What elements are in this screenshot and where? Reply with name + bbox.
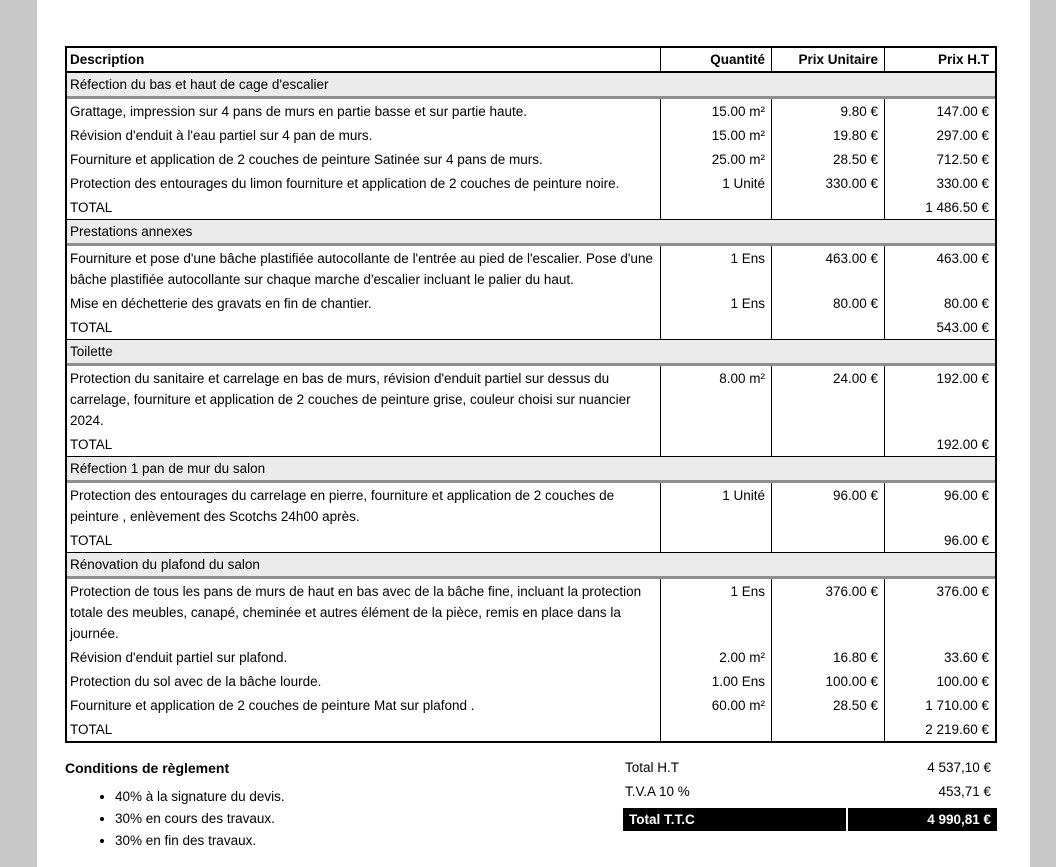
row-price-ht: 463.00 € (884, 246, 995, 291)
row-price-ht: 297.00 € (884, 123, 995, 147)
section-header-row: Prestations annexes (67, 219, 995, 246)
row-description: TOTAL (70, 436, 113, 452)
row-quantity: 2.00 m² (660, 645, 771, 669)
row-description: Fourniture et pose d'une bâche plastifiée autocollante de l'entrée au pied de l'escalier. Pose d'une bâche plastifiée autocollante sur chaque marche d'escalier incluant le palier du haut. (70, 250, 653, 287)
table-row (67, 171, 995, 195)
row-unit-price: 16.80 € (771, 645, 884, 669)
row-unit-price: 24.00 € (771, 366, 884, 432)
row-unit-price (771, 315, 884, 339)
table-row (67, 669, 995, 693)
row-unit-price: 330.00 € (771, 171, 884, 195)
condition-item: • 30% en cours des travaux. (115, 808, 285, 830)
row-quantity: 1.00 Ens (660, 669, 771, 693)
row-quantity: 1 Ens (660, 291, 771, 315)
total-ht-row (623, 756, 997, 780)
total-ttc-value: 4 990,81 € (848, 808, 997, 831)
document-page (37, 0, 1030, 867)
table-header-row (67, 48, 995, 72)
row-description: Révision d'enduit à l'eau partiel sur 4 pan de murs. (70, 127, 373, 143)
row-price-ht: 376.00 € (884, 579, 995, 645)
row-unit-price: 376.00 € (771, 579, 884, 645)
section-total-row (67, 315, 995, 339)
total-ht-label: Total H.T (625, 760, 680, 775)
row-price-ht: 192.00 € (884, 432, 995, 456)
row-price-ht: 543.00 € (884, 315, 995, 339)
row-unit-price (771, 717, 884, 741)
section-total-row (67, 717, 995, 741)
row-description: Protection des entourages du carrelage en pierre, fourniture et application de 2 couches de peinture , enlèvement des Scotchs 24h00 après. (70, 487, 615, 524)
row-description: TOTAL (70, 319, 113, 335)
row-description: Fourniture et application de 2 couches de peinture Satinée sur 4 pans de murs. (70, 151, 543, 167)
row-price-ht: 2 219.60 € (884, 717, 995, 741)
header-unit-price: Prix Unitaire (771, 48, 884, 71)
row-quantity: 15.00 m² (660, 123, 771, 147)
invoice-table-body (67, 72, 995, 741)
row-unit-price: 19.80 € (771, 123, 884, 147)
header-description: Description (70, 52, 145, 67)
tva-value: 453,71 € (938, 784, 991, 799)
row-quantity: 1 Ens (660, 246, 771, 291)
row-price-ht: 96.00 € (884, 528, 995, 552)
row-description: Protection de tous les pans de murs de haut en bas avec de la bâche fine, incluant la protection totale des meubles, canapé, cheminée et autres élément de la pièce, remis en place dans la journée. (70, 583, 642, 641)
row-quantity: 1 Unité (660, 171, 771, 195)
condition-item: • 40% à la signature du devis. (115, 786, 285, 808)
row-price-ht: 33.60 € (884, 645, 995, 669)
row-quantity: 25.00 m² (660, 147, 771, 171)
condition-item: • 30% en fin des travaux. (115, 830, 285, 852)
row-description: Protection du sol avec de la bâche lourde. (70, 673, 322, 689)
table-row (67, 693, 995, 717)
table-row (67, 645, 995, 669)
tva-row (623, 780, 997, 804)
row-unit-price: 28.50 € (771, 147, 884, 171)
row-description: Fourniture et application de 2 couches de peinture Mat sur plafond . (70, 697, 475, 713)
row-unit-price: 96.00 € (771, 483, 884, 528)
invoice-table (65, 46, 997, 743)
row-price-ht: 80.00 € (884, 291, 995, 315)
section-header-row: Réfection du bas et haut de cage d'escalier (67, 72, 995, 99)
row-unit-price: 80.00 € (771, 291, 884, 315)
row-price-ht: 192.00 € (884, 366, 995, 432)
row-description: TOTAL (70, 721, 113, 737)
table-row (67, 123, 995, 147)
row-description: Protection du sanitaire et carrelage en bas de murs, révision d'enduit partiel sur dessus du carrelage, fourniture et application de 2 couches de peinture grise, couleur choisi sur nuancier 2024. (70, 370, 631, 428)
table-row (67, 483, 995, 528)
row-price-ht: 330.00 € (884, 171, 995, 195)
section-header-row: Rénovation du plafond du salon (67, 552, 995, 579)
section-header-row: Toilette (67, 339, 995, 366)
row-price-ht: 96.00 € (884, 483, 995, 528)
table-row (67, 579, 995, 645)
row-price-ht: 1 486.50 € (884, 195, 995, 219)
table-row (67, 147, 995, 171)
row-unit-price (771, 432, 884, 456)
row-description: Révision d'enduit partiel sur plafond. (70, 649, 288, 665)
row-quantity: 1 Unité (660, 483, 771, 528)
row-quantity: 60.00 m² (660, 693, 771, 717)
row-price-ht: 100.00 € (884, 669, 995, 693)
conditions-list (93, 786, 285, 852)
row-quantity (660, 195, 771, 219)
row-description: Mise en déchetterie des gravats en fin de chantier. (70, 295, 372, 311)
row-price-ht: 1 710.00 € (884, 693, 995, 717)
row-unit-price: 28.50 € (771, 693, 884, 717)
row-quantity: 1 Ens (660, 579, 771, 645)
tva-label: T.V.A 10 % (625, 784, 690, 799)
totals-block (623, 756, 997, 831)
section-total-row (67, 432, 995, 456)
row-price-ht: 147.00 € (884, 99, 995, 123)
row-description: TOTAL (70, 532, 113, 548)
row-unit-price: 463.00 € (771, 246, 884, 291)
row-quantity: 8.00 m² (660, 366, 771, 432)
section-total-row (67, 195, 995, 219)
total-ttc-label: Total T.T.C (623, 808, 846, 831)
table-row (67, 246, 995, 291)
section-header-row: Réfection 1 pan de mur du salon (67, 456, 995, 483)
header-price-ht: Prix H.T (884, 48, 995, 71)
table-row (67, 366, 995, 432)
row-quantity (660, 432, 771, 456)
row-unit-price (771, 195, 884, 219)
row-description: TOTAL (70, 199, 113, 215)
row-quantity (660, 315, 771, 339)
header-quantity: Quantité (660, 48, 771, 71)
row-quantity: 15.00 m² (660, 99, 771, 123)
row-unit-price (771, 528, 884, 552)
row-description: Grattage, impression sur 4 pans de murs en partie basse et sur partie haute. (70, 103, 527, 119)
row-quantity (660, 717, 771, 741)
conditions-title: Conditions de règlement (65, 760, 230, 776)
table-row (67, 99, 995, 123)
row-price-ht: 712.50 € (884, 147, 995, 171)
row-quantity (660, 528, 771, 552)
row-description: Protection des entourages du limon fourniture et application de 2 couches de peinture noire. (70, 175, 620, 191)
total-ttc-row (623, 808, 997, 831)
row-unit-price: 9.80 € (771, 99, 884, 123)
total-ht-value: 4 537,10 € (927, 760, 991, 775)
table-row (67, 291, 995, 315)
row-unit-price: 100.00 € (771, 669, 884, 693)
section-total-row (67, 528, 995, 552)
